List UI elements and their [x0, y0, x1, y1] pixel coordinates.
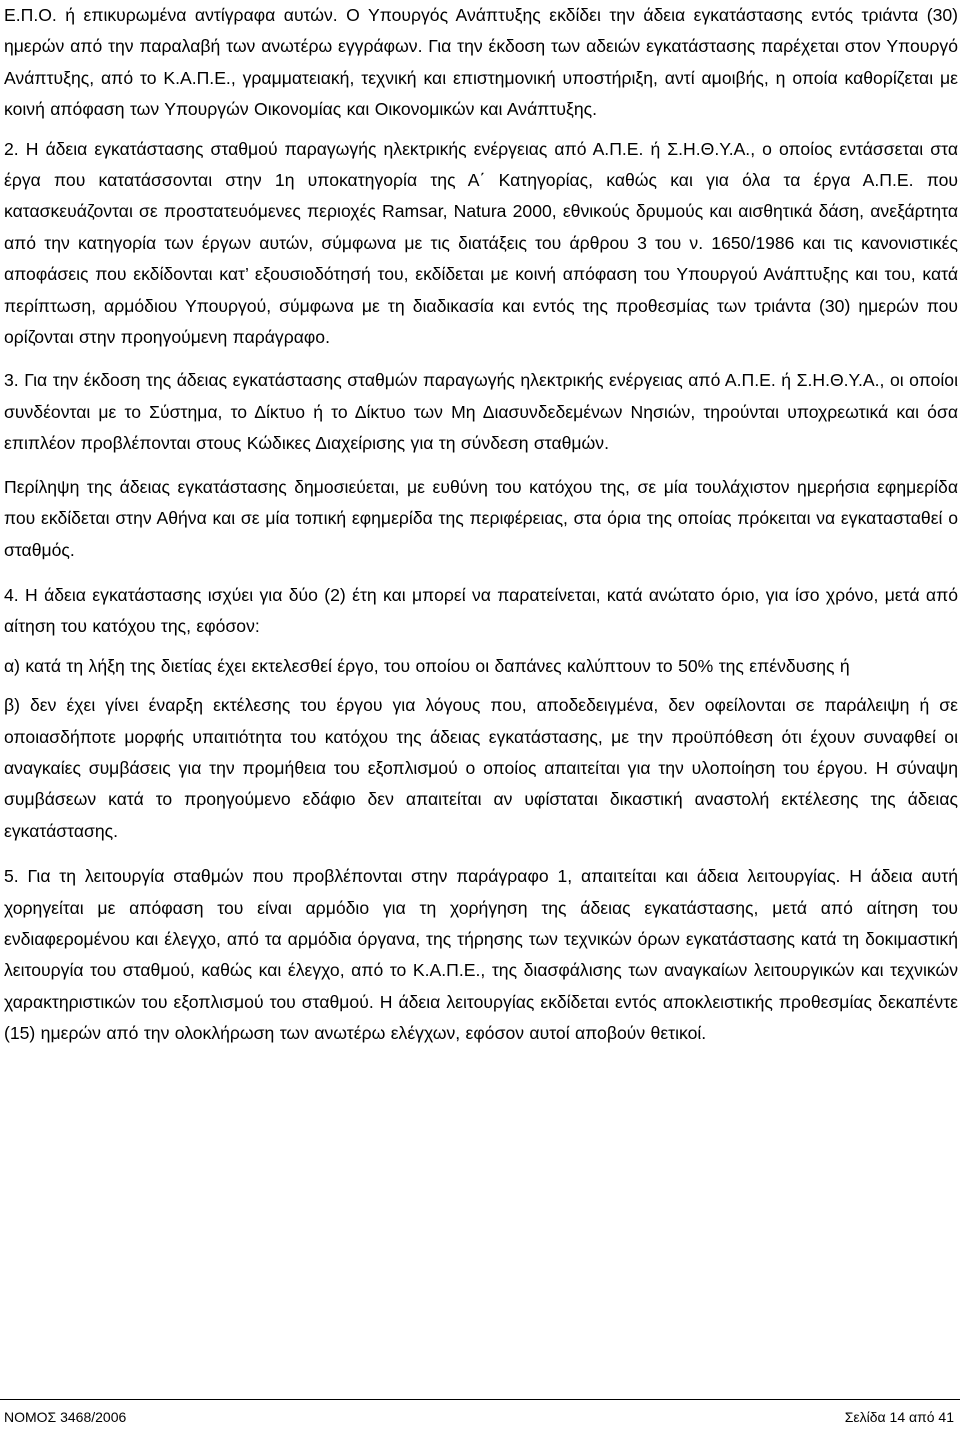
document-body [4, 0, 958, 1050]
paragraph-4b: β) δεν έχει γίνει έναρξη εκτέλεσης του έργου για λόγους που, αποδεδειγμένα, δεν οφείλονται σε παράλειψη ή σε οποιασδήποτε μορφής υπαιτιότητα του κατόχου της άδειας εγκατάστασης, με την προϋπόθεση ότι έχουν συναφθεί οι αναγκαίες συμβάσεις για την προμήθεια του εξοπλισμού ο οποίος απαιτείται για την υλοποίηση του έργου. Η σύναψη συμβάσεων κατά το προηγούμενο εδάφιο δεν απαιτείται αν υφίσταται δικαστική αναστολή εκτέλεσης της άδειας εγκατάστασης. [4, 695, 958, 841]
page-footer [0, 1399, 960, 1429]
paragraph-4: 4. Η άδεια εγκατάστασης ισχύει για δύο (2) έτη και μπορεί να παρατείνεται, κατά ανώτατο όριο, για ίσο χρόνο, μετά από αίτηση του κατόχου της, εφόσον: [4, 584, 958, 637]
footer-law-number: ΝΟΜΟΣ 3468/2006 [4, 1409, 127, 1425]
paragraph-3: 3. Για την έκδοση της άδειας εγκατάστασης σταθμών παραγωγής ηλεκτρικής ενέργειας από Α.Π.Ε. ή Σ.Η.Θ.Υ.Α., οι οποίοι συνδέονται με το Σύστημα, το Δίκτυο ή το Δίκτυο των Μη Διασυνδεδεμένων Νησιών, τηρούνται υποχρεωτικά και όσα επιπλέον προβλέπονται στους Κώδικες Διαχείρισης για τη σύνδεση σταθμών. [4, 370, 958, 454]
paragraph-4a: α) κατά τη λήξη της διετίας έχει εκτελεσθεί έργο, του οποίου οι δαπάνες καλύπτουν το 50% της επένδυσης ή [4, 655, 850, 676]
footer-page-number: Σελίδα 14 από 41 [844, 1409, 954, 1425]
paragraph-summary-publication: Περίληψη της άδειας εγκατάστασης δημοσιεύεται, με ευθύνη του κατόχου της, σε μία τουλάχιστον ημερήσια εφημερίδα που εκδίδεται στην Αθήνα και σε μία τοπική εφημερίδα της περιφέρειας, στα όρια της οποίας πρόκειται να εγκατασταθεί ο σταθμός. [4, 476, 958, 560]
paragraph-2: 2. Η άδεια εγκατάστασης σταθμού παραγωγής ηλεκτρικής ενέργειας από Α.Π.Ε. ή Σ.Η.Θ.Υ.Α., ο οποίος εντάσσεται στα έργα που κατατάσσονται στην 1η υποκατηγορία της Α΄ Κατηγορίας, καθώς και για όλα τα έργα Α.Π.Ε. που κατασκευάζονται σε προστατευόμενες περιοχές Ramsar, Natura 2000, εθνικούς δρυμούς και αισθητικά δάση, ανεξάρτητα από την κατηγορία των έργων αυτών, σύμφωνα με τις διατάξεις του άρθρου 3 του ν. 1650/1986 και τις κανονιστικές αποφάσεις που εκδίδονται κατ’ εξουσιοδότησή του, εκδίδεται με κοινή απόφαση του Υπουργού Ανάπτυξης και του, κατά περίπτωση, αρμόδιου Υπουργού, σύμφωνα με τη διαδικασία και εντός της προθεσμίας των τριάντα (30) ημερών που ορίζονται στην προηγούμενη παράγραφο. [4, 138, 958, 348]
paragraph-continuation: Ε.Π.Ο. ή επικυρωμένα αντίγραφα αυτών. Ο Υπουργός Ανάπτυξης εκδίδει την άδεια εγκατάστασης εντός τριάντα (30) ημερών από την παραλαβή των ανωτέρω εγγράφων. Για την έκδοση των αδειών εγκατάστασης παρέχεται στον Υπουργό Ανάπτυξης, από το Κ.Α.Π.Ε., γραμματειακή, τεχνική και επιστημονική υποστήριξη, αντί αμοιβής, η οποία καθορίζεται με κοινή απόφαση των Υπουργών Οικονομίας και Οικονομικών και Ανάπτυξης. [4, 5, 958, 120]
paragraph-5: 5. Για τη λειτουργία σταθμών που προβλέπονται στην παράγραφο 1, απαιτείται και άδεια λειτουργίας. Η άδεια αυτή χορηγείται με απόφαση του είναι αρμόδιο για τη χορήγηση της άδειας εγκατάστασης, μετά από αίτηση του ενδιαφερομένου και έλεγχο, από τα αρμόδια όργανα, της τήρησης των τεχνικών όρων εγκατάστασης κατά τη δοκιμαστική λειτουργία του σταθμού, καθώς και έλεγχο, από το Κ.Α.Π.Ε., της διασφάλισης των αναγκαίων λειτουργικών και τεχνικών χαρακτηριστικών του εξοπλισμού του σταθμού. Η άδεια λειτουργίας εκδίδεται εντός αποκλειστικής προθεσμίας δεκαπέντε (15) ημερών από την ολοκλήρωση των ανωτέρω ελέγχων, εφόσον αυτοί αποβούν θετικοί. [4, 866, 958, 1044]
